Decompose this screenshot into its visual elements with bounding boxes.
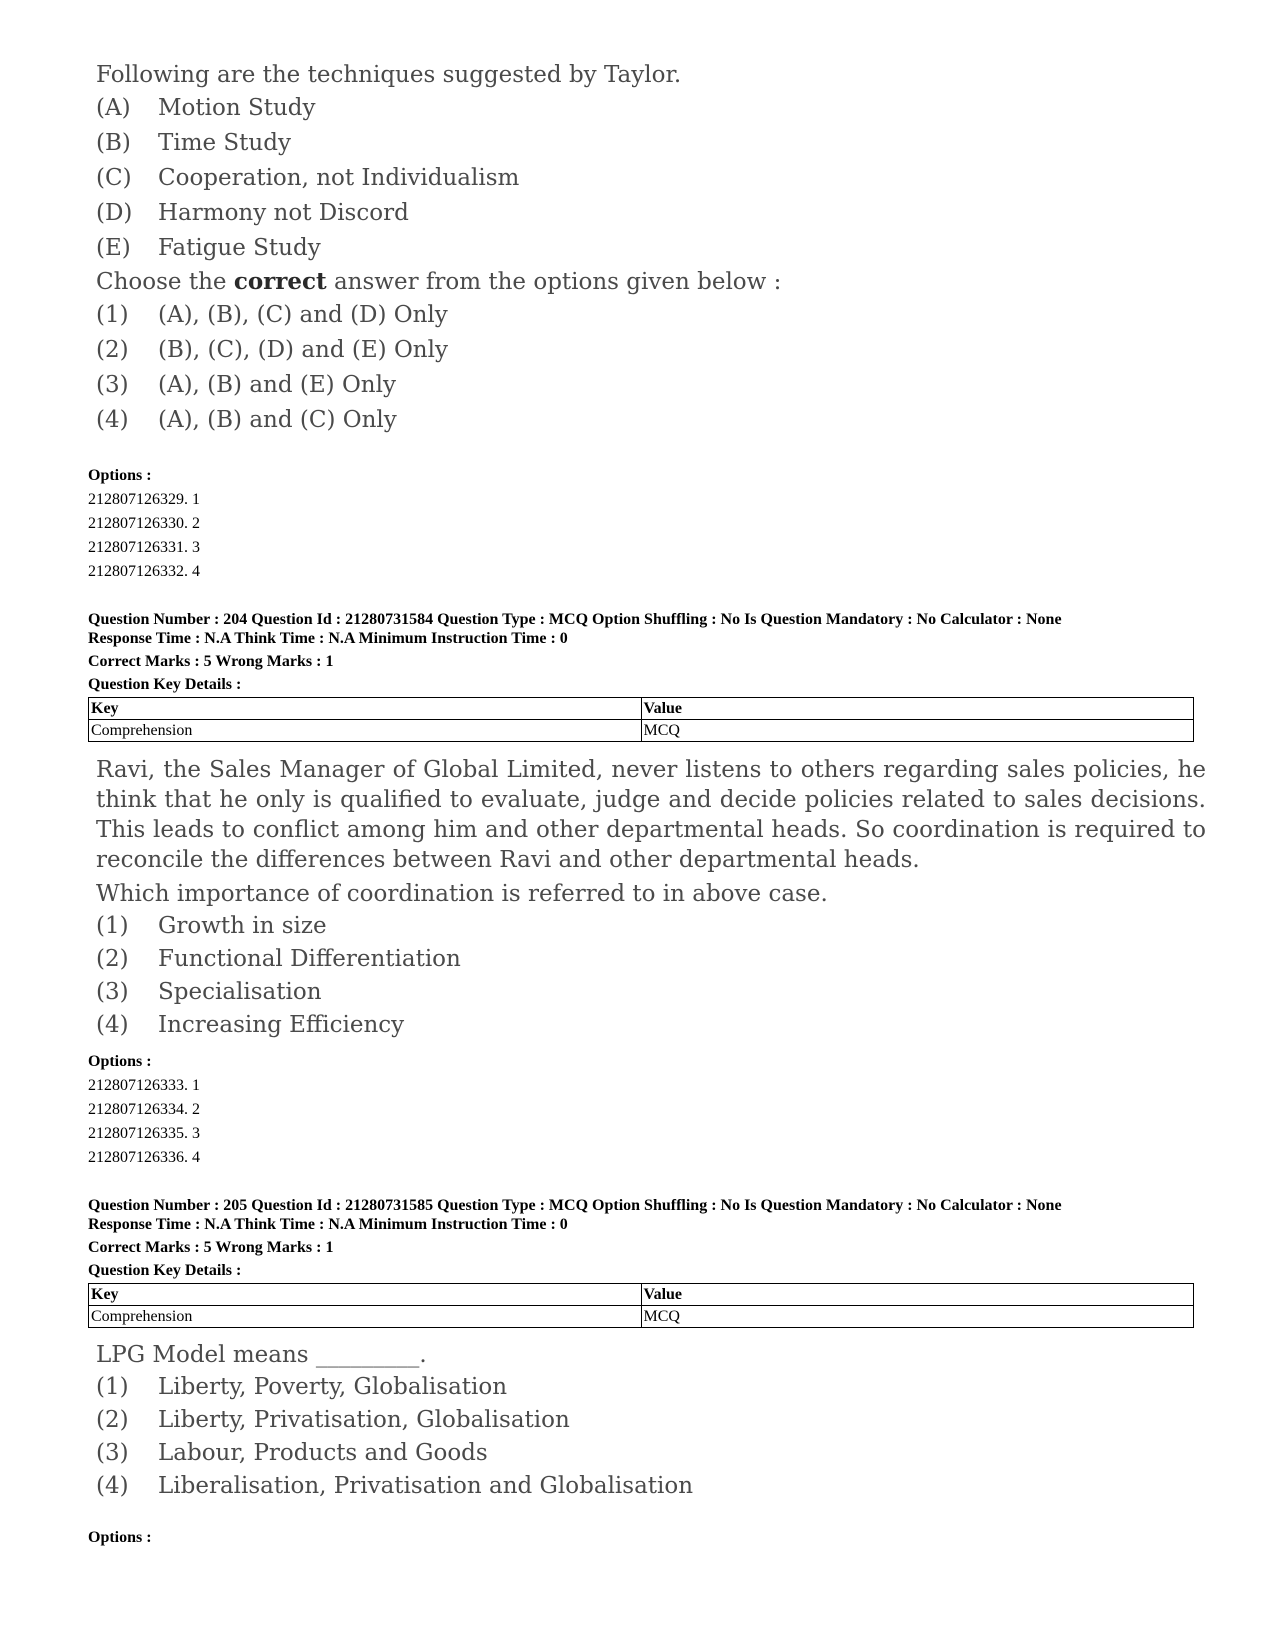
q204-answer: (1) Growth in size	[96, 912, 327, 939]
q204-answer: (2) Functional Differentiation	[96, 945, 461, 972]
table-header-key: Key	[89, 698, 642, 720]
q205-question-image	[96, 1340, 693, 1502]
q203-options	[88, 464, 200, 584]
option-item: 212807126335. 3	[88, 1125, 200, 1142]
q203-instruction: Choose the correct answer from the options given below :	[96, 268, 782, 295]
option-item: 212807126332. 4	[88, 563, 200, 580]
q204-question-image	[96, 755, 1206, 1041]
q203-item: (E) Fatigue Study	[96, 234, 321, 261]
table-cell-value: MCQ	[641, 720, 1194, 742]
option-item: 212807126333. 1	[88, 1077, 200, 1094]
q203-answer: (3) (A), (B) and (E) Only	[96, 371, 396, 398]
q203-item: (A) Motion Study	[96, 94, 316, 121]
table-cell-key: Comprehension	[89, 720, 642, 742]
q203-answer: (1) (A), (B), (C) and (D) Only	[96, 301, 448, 328]
q204-answer: (3) Specialisation	[96, 978, 322, 1005]
q205-answer: (4) Liberalisation, Privatisation and Globalisation	[96, 1472, 694, 1499]
q204-question: Which importance of coordination is referred to in above case.	[96, 881, 828, 907]
option-item: 212807126334. 2	[88, 1101, 200, 1118]
q203-item: (C) Cooperation, not Individualism	[96, 164, 520, 191]
q203-answer: (2) (B), (C), (D) and (E) Only	[96, 336, 448, 363]
options-label: Options :	[88, 467, 152, 484]
q204-header: Question Number : 204 Question Id : 21280731584 Question Type : MCQ Option Shuffling : No Is Question Mandatory : No Calculator : None Response Time : N.A Think Time : N.A Minimum Instruction Time : 0 Correct Marks : 5 Wrong Marks : 1 Question Key Details :	[88, 611, 1062, 693]
q205-answer: (3) Labour, Products and Goods	[96, 1439, 488, 1466]
q204-options	[88, 1050, 200, 1170]
table-header-value: Value	[641, 698, 1194, 720]
table-header-value: Value	[641, 1284, 1194, 1306]
q204-key-table	[88, 697, 1194, 742]
q204-passage: Ravi, the Sales Manager of Global Limited, never listens to others regarding sales policies, he think that he only is qualified to evaluate, judge and decide policies related to sales decisions. This leads to conflict among him and other departmental heads. So coordination is required to reconcile the differences between Ravi and other departmental heads.	[96, 757, 1206, 873]
q205-answer: (1) Liberty, Poverty, Globalisation	[96, 1373, 508, 1400]
table-cell-value: MCQ	[641, 1306, 1194, 1328]
option-item: 212807126331. 3	[88, 539, 200, 556]
q203-answer: (4) (A), (B) and (C) Only	[96, 406, 397, 433]
q203-question-image	[96, 60, 781, 437]
q205-options	[88, 1526, 152, 1550]
q205-header: Question Number : 205 Question Id : 21280731585 Question Type : MCQ Option Shuffling : No Is Question Mandatory : No Calculator : None Response Time : N.A Think Time : N.A Minimum Instruction Time : 0 Correct Marks : 5 Wrong Marks : 1 Question Key Details :	[88, 1197, 1062, 1279]
q205-answer: (2) Liberty, Privatisation, Globalisation	[96, 1406, 570, 1433]
table-cell-key: Comprehension	[89, 1306, 642, 1328]
options-label: Options :	[88, 1529, 152, 1546]
option-item: 212807126330. 2	[88, 515, 200, 532]
table-header-key: Key	[89, 1284, 642, 1306]
q203-item: (D) Harmony not Discord	[96, 199, 409, 226]
options-label: Options :	[88, 1053, 152, 1070]
q204-answer: (4) Increasing Efficiency	[96, 1011, 405, 1038]
q203-stem: Following are the techniques suggested by Taylor.	[96, 62, 682, 88]
option-item: 212807126329. 1	[88, 491, 200, 508]
q205-key-table	[88, 1283, 1194, 1328]
q205-question: LPG Model means _________.	[96, 1342, 427, 1368]
option-item: 212807126336. 4	[88, 1149, 200, 1166]
q203-item: (B) Time Study	[96, 129, 291, 156]
